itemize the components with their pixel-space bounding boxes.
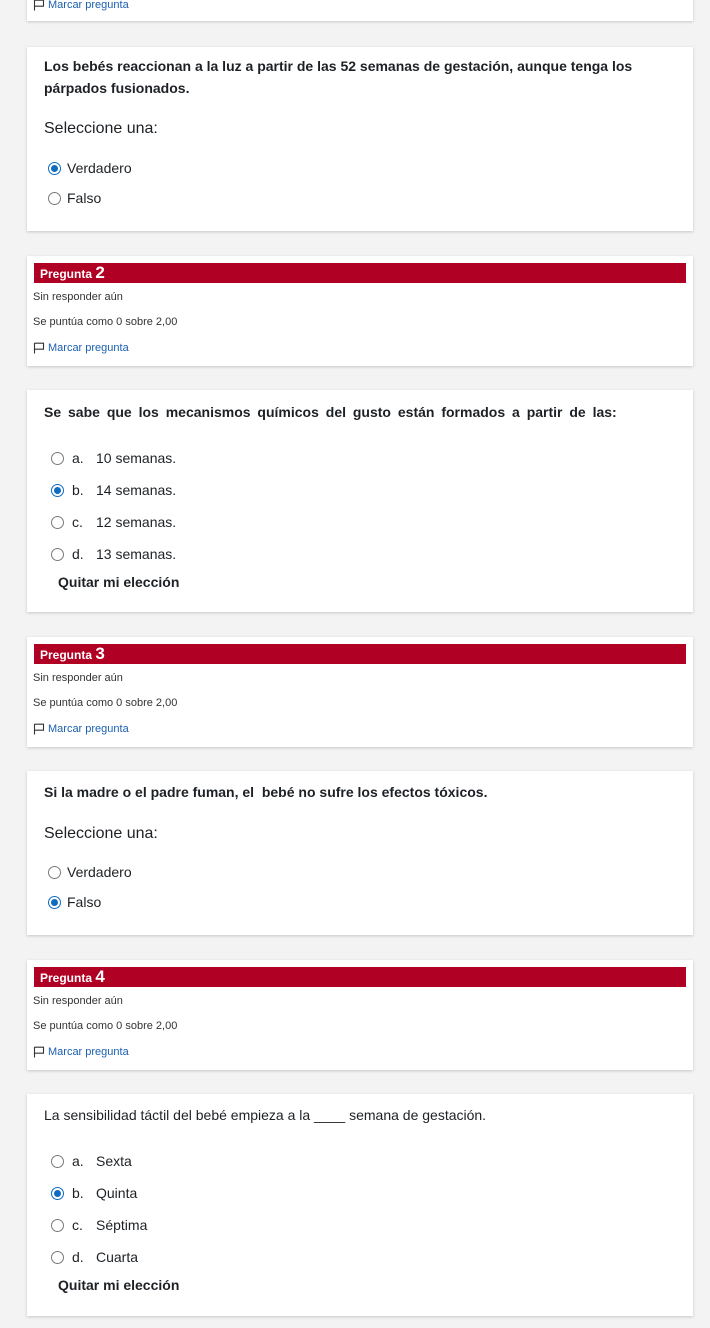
radio-d[interactable]	[51, 548, 64, 561]
question-1-content	[27, 47, 693, 231]
question-number: 3	[95, 644, 105, 663]
question-text: Si la madre o el padre fuman, el bebé no sufre los efectos tóxicos.	[44, 784, 488, 800]
radio-true[interactable]	[48, 866, 61, 879]
option-letter: c.	[72, 514, 83, 530]
option-label: Falso	[67, 190, 102, 206]
option-label: Sexta	[96, 1153, 132, 1169]
mark-question-label: Marcar pregunta	[48, 0, 129, 11]
question-status: Sin responder aún	[33, 995, 123, 1007]
question-text: Se sabe que los mecanismos químicos del gusto están formados a partir de las:	[44, 404, 617, 420]
option-d[interactable]	[51, 1249, 138, 1265]
option-a[interactable]	[51, 1153, 132, 1169]
clear-choice-button[interactable]: Quitar mi elección	[58, 574, 180, 590]
question-number: 4	[95, 967, 105, 986]
option-a[interactable]	[51, 450, 176, 466]
question-header	[34, 263, 686, 283]
option-label: Falso	[67, 894, 102, 910]
flag-icon	[33, 0, 45, 11]
flag-question-2-link[interactable]	[27, 335, 693, 360]
radio-b[interactable]	[51, 484, 64, 497]
question-score: Se puntúa como 0 sobre 2,00	[33, 316, 178, 328]
flag-icon	[33, 1046, 45, 1058]
option-letter: d.	[72, 546, 84, 562]
option-c[interactable]	[51, 1217, 147, 1233]
radio-false[interactable]	[48, 192, 61, 205]
radio-d[interactable]	[51, 1251, 64, 1264]
mark-question-label: Marcar pregunta	[48, 341, 129, 354]
option-false[interactable]	[48, 894, 101, 910]
radio-c[interactable]	[51, 1219, 64, 1232]
mark-question-label: Marcar pregunta	[48, 1045, 129, 1058]
option-false[interactable]	[48, 190, 101, 206]
option-true[interactable]	[48, 160, 132, 176]
question-label: Pregunta	[40, 971, 93, 985]
mark-question-label: Marcar pregunta	[48, 722, 129, 735]
question-1-info	[27, 0, 693, 21]
question-status: Sin responder aún	[33, 672, 123, 684]
question-4-content	[27, 1094, 693, 1316]
option-label: Verdadero	[67, 864, 132, 880]
option-label: 13 semanas.	[96, 546, 177, 562]
option-label: Séptima	[96, 1217, 148, 1233]
radio-false[interactable]	[48, 896, 61, 909]
option-label: Quinta	[96, 1185, 138, 1201]
question-score: Se puntúa como 0 sobre 2,00	[33, 697, 178, 709]
radio-true[interactable]	[48, 162, 61, 175]
question-label: Pregunta	[40, 267, 93, 281]
option-label: 12 semanas.	[96, 514, 177, 530]
question-3-info	[27, 637, 693, 747]
question-header	[34, 967, 686, 987]
option-true[interactable]	[48, 864, 132, 880]
radio-a[interactable]	[51, 452, 64, 465]
option-label: 10 semanas.	[96, 450, 177, 466]
option-letter: c.	[72, 1217, 83, 1233]
option-letter: a.	[72, 1153, 84, 1169]
option-letter: a.	[72, 450, 84, 466]
radio-c[interactable]	[51, 516, 64, 529]
question-status: Sin responder aún	[33, 291, 123, 303]
question-4-info	[27, 960, 693, 1070]
question-text: La sensibilidad táctil del bebé empieza a la ____ semana de gestación.	[44, 1107, 487, 1123]
radio-a[interactable]	[51, 1155, 64, 1168]
select-one-prompt: Seleccione una:	[44, 120, 158, 137]
question-text: Los bebés reaccionan a la luz a partir de las 52 semanas de gestación, aunque tenga los párpados fusionados.	[44, 58, 633, 96]
question-2-info	[27, 256, 693, 366]
flag-question-3-link[interactable]	[27, 716, 693, 741]
clear-choice-button[interactable]: Quitar mi elección	[58, 1277, 180, 1293]
select-one-prompt: Seleccione una:	[44, 825, 158, 842]
option-label: 14 semanas.	[96, 482, 177, 498]
radio-b[interactable]	[51, 1187, 64, 1200]
option-label: Verdadero	[67, 160, 132, 176]
option-letter: b.	[72, 1185, 84, 1201]
option-c[interactable]	[51, 514, 176, 530]
option-letter: b.	[72, 482, 84, 498]
flag-icon	[33, 342, 45, 354]
flag-icon	[33, 723, 45, 735]
option-b[interactable]	[51, 482, 176, 498]
question-header	[34, 644, 686, 664]
flag-question-4-link[interactable]	[27, 1039, 693, 1064]
option-label: Cuarta	[96, 1249, 139, 1265]
question-3-content	[27, 771, 693, 935]
option-d[interactable]	[51, 546, 176, 562]
question-2-content	[27, 390, 693, 612]
question-label: Pregunta	[40, 648, 93, 662]
option-b[interactable]	[51, 1185, 137, 1201]
question-number: 2	[95, 263, 105, 282]
option-letter: d.	[72, 1249, 84, 1265]
question-score: Se puntúa como 0 sobre 2,00	[33, 1020, 178, 1032]
flag-question-1-link[interactable]	[33, 0, 129, 11]
